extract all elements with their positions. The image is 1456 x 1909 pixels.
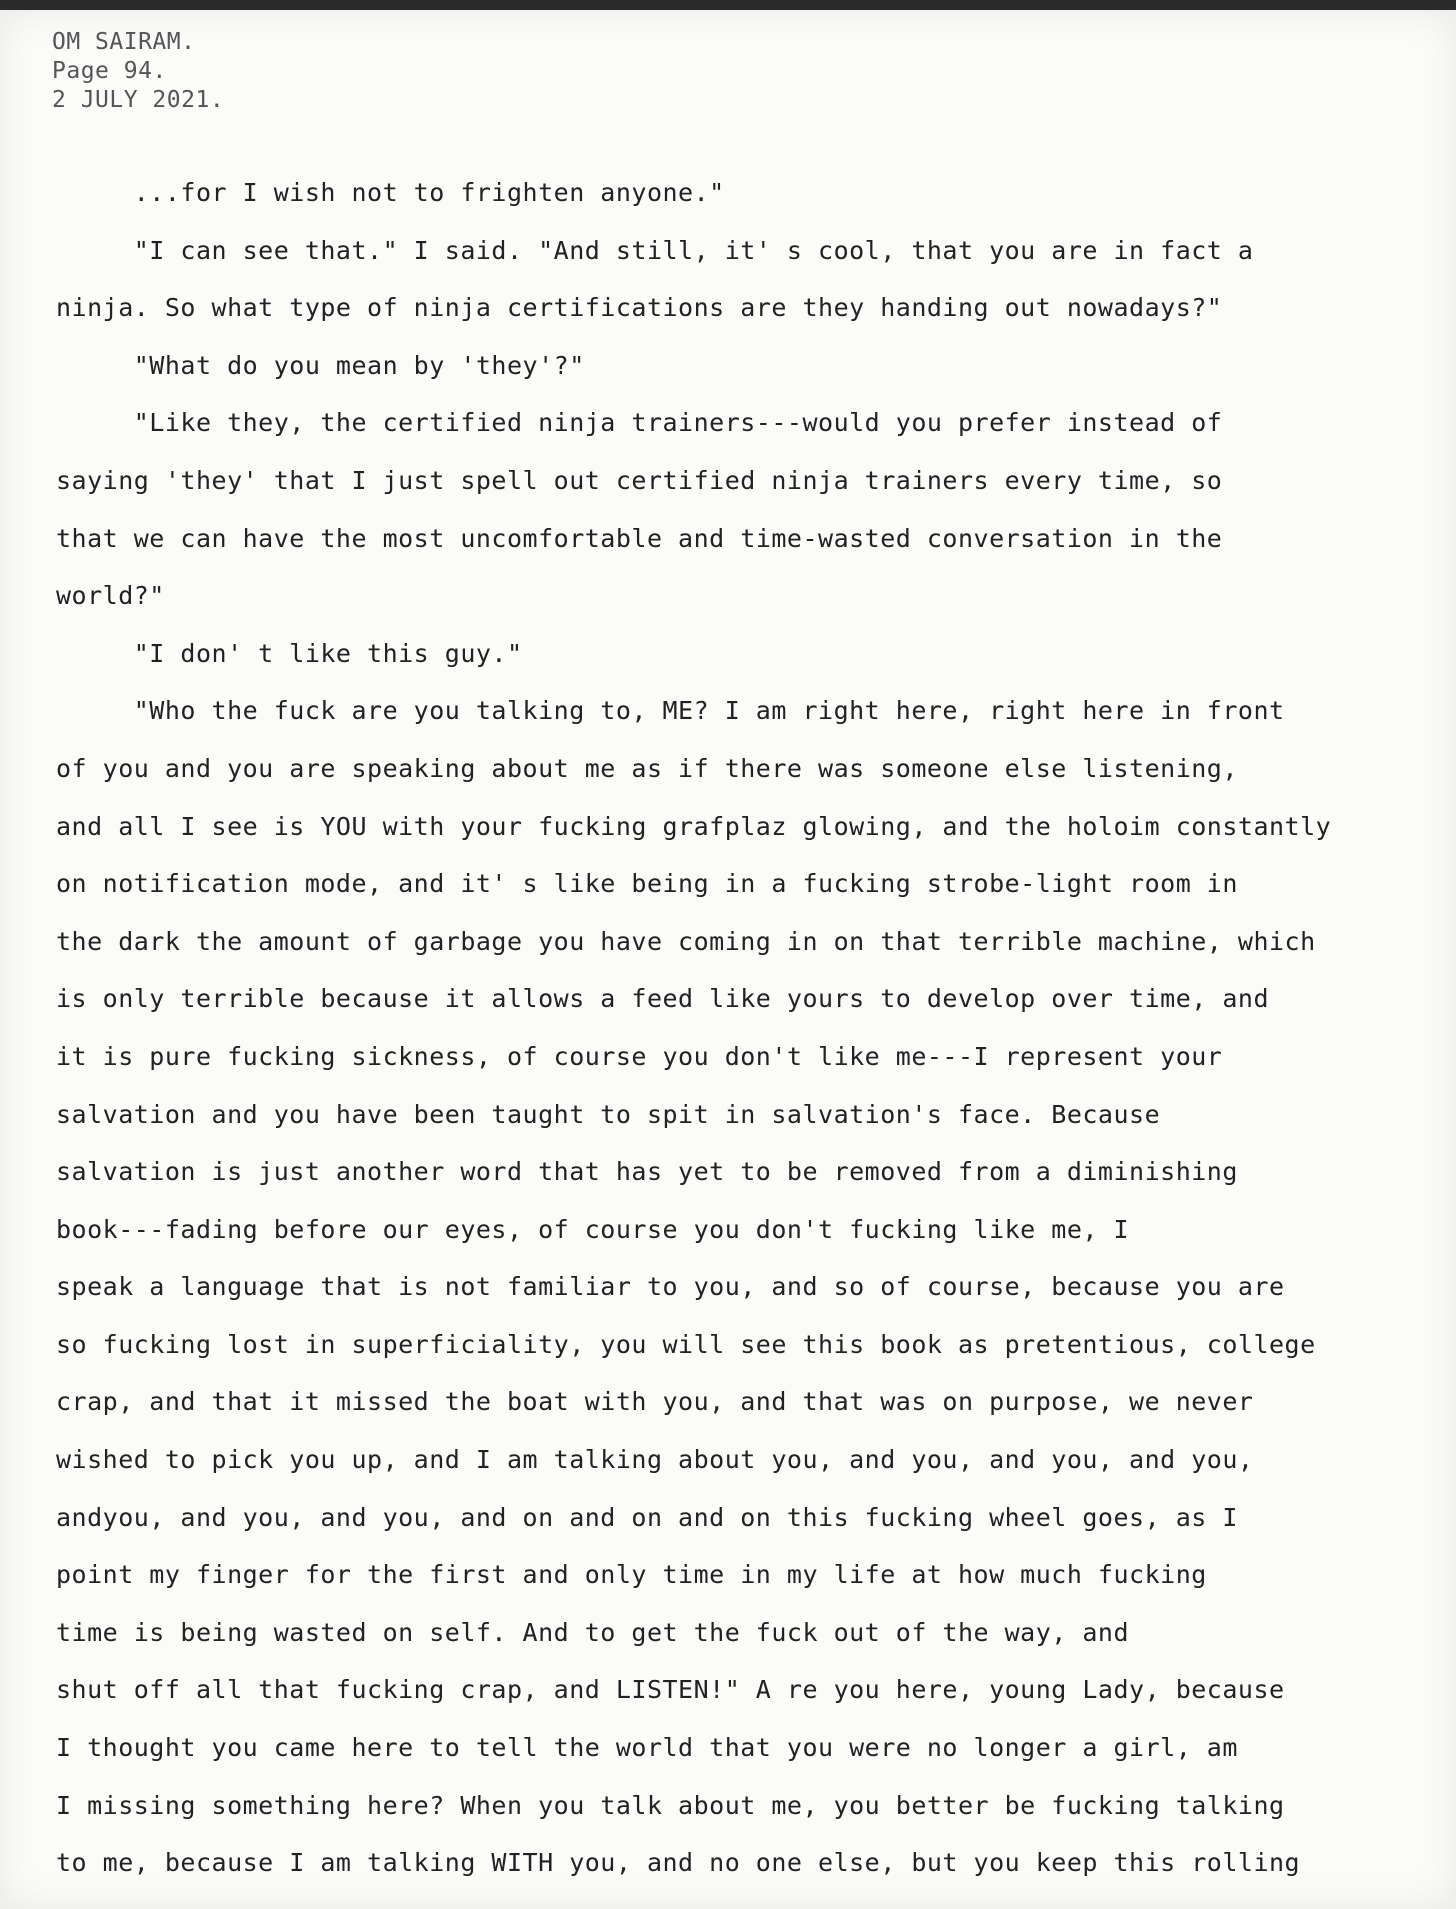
page-header — [52, 28, 224, 115]
text-line: is only terrible because it allows a feed like yours to develop over time, and — [56, 984, 1269, 1014]
text-line: book---fading before our eyes, of course you don't fucking like me, I — [56, 1214, 1130, 1244]
text-line: "Who the fuck are you talking to, ME? I am right here, right here in front — [56, 696, 1285, 726]
text-line: the dark the amount of garbage you have coming in on that terrible machine, which — [56, 926, 1316, 956]
text-line: so fucking lost in superficiality, you will see this book as pretentious, college — [56, 1329, 1316, 1359]
text-line: salvation is just another word that has yet to be removed from a diminishing — [56, 1157, 1238, 1187]
text-line: crap, and that it missed the boat with you, and that was on purpose, we never — [56, 1387, 1254, 1417]
text-line: point my finger for the first and only time in my life at how much fucking — [56, 1560, 1207, 1590]
text-line: ninja. So what type of ninja certifications are they handing out nowadays?" — [56, 293, 1223, 323]
text-line: I missing something here? When you talk about me, you better be fucking talking — [56, 1790, 1285, 1820]
text-line: it is pure fucking sickness, of course you don't like me---I represent your — [56, 1041, 1223, 1071]
text-line: "What do you mean by 'they'?" — [56, 350, 585, 380]
text-line: world?" — [56, 581, 165, 611]
text-line: of you and you are speaking about me as if there was someone else listening, — [56, 753, 1238, 783]
body-text — [56, 164, 1446, 1892]
header-invocation: OM SAIRAM. — [52, 29, 196, 55]
typewritten-page — [0, 10, 1456, 1909]
text-line: "I can see that." I said. "And still, it' s cool, that you are in fact a — [56, 235, 1254, 265]
text-line: "Like they, the certified ninja trainers---would you prefer instead of — [56, 408, 1223, 438]
text-line: speak a language that is not familiar to you, and so of course, because you are — [56, 1272, 1285, 1302]
text-line: andyou, and you, and you, and on and on and on this fucking wheel goes, as I — [56, 1502, 1238, 1532]
page-number: Page 94. — [52, 58, 167, 84]
text-line: wished to pick you up, and I am talking about you, and you, and you, and you, — [56, 1445, 1254, 1475]
text-line: saying 'they' that I just spell out certified ninja trainers every time, so — [56, 465, 1223, 495]
text-line: and all I see is YOU with your fucking grafplaz glowing, and the holoim constantly — [56, 811, 1332, 841]
text-line: on notification mode, and it' s like being in a fucking strobe-light room in — [56, 869, 1238, 899]
text-line: shut off all that fucking crap, and LISTEN!" A re you here, young Lady, because — [56, 1675, 1285, 1705]
text-line: time is being wasted on self. And to get the fuck out of the way, and — [56, 1617, 1130, 1647]
text-line: that we can have the most uncomfortable and time-wasted conversation in the — [56, 523, 1223, 553]
text-line: to me, because I am talking WITH you, and no one else, but you keep this rolling — [56, 1848, 1301, 1878]
text-line: I thought you came here to tell the world that you were no longer a girl, am — [56, 1733, 1238, 1763]
page-date: 2 JULY 2021. — [52, 87, 225, 113]
text-line: "I don' t like this guy." — [56, 638, 523, 668]
text-line: ...for I wish not to frighten anyone." — [56, 178, 725, 207]
text-line: salvation and you have been taught to spit in salvation's face. Because — [56, 1099, 1161, 1129]
